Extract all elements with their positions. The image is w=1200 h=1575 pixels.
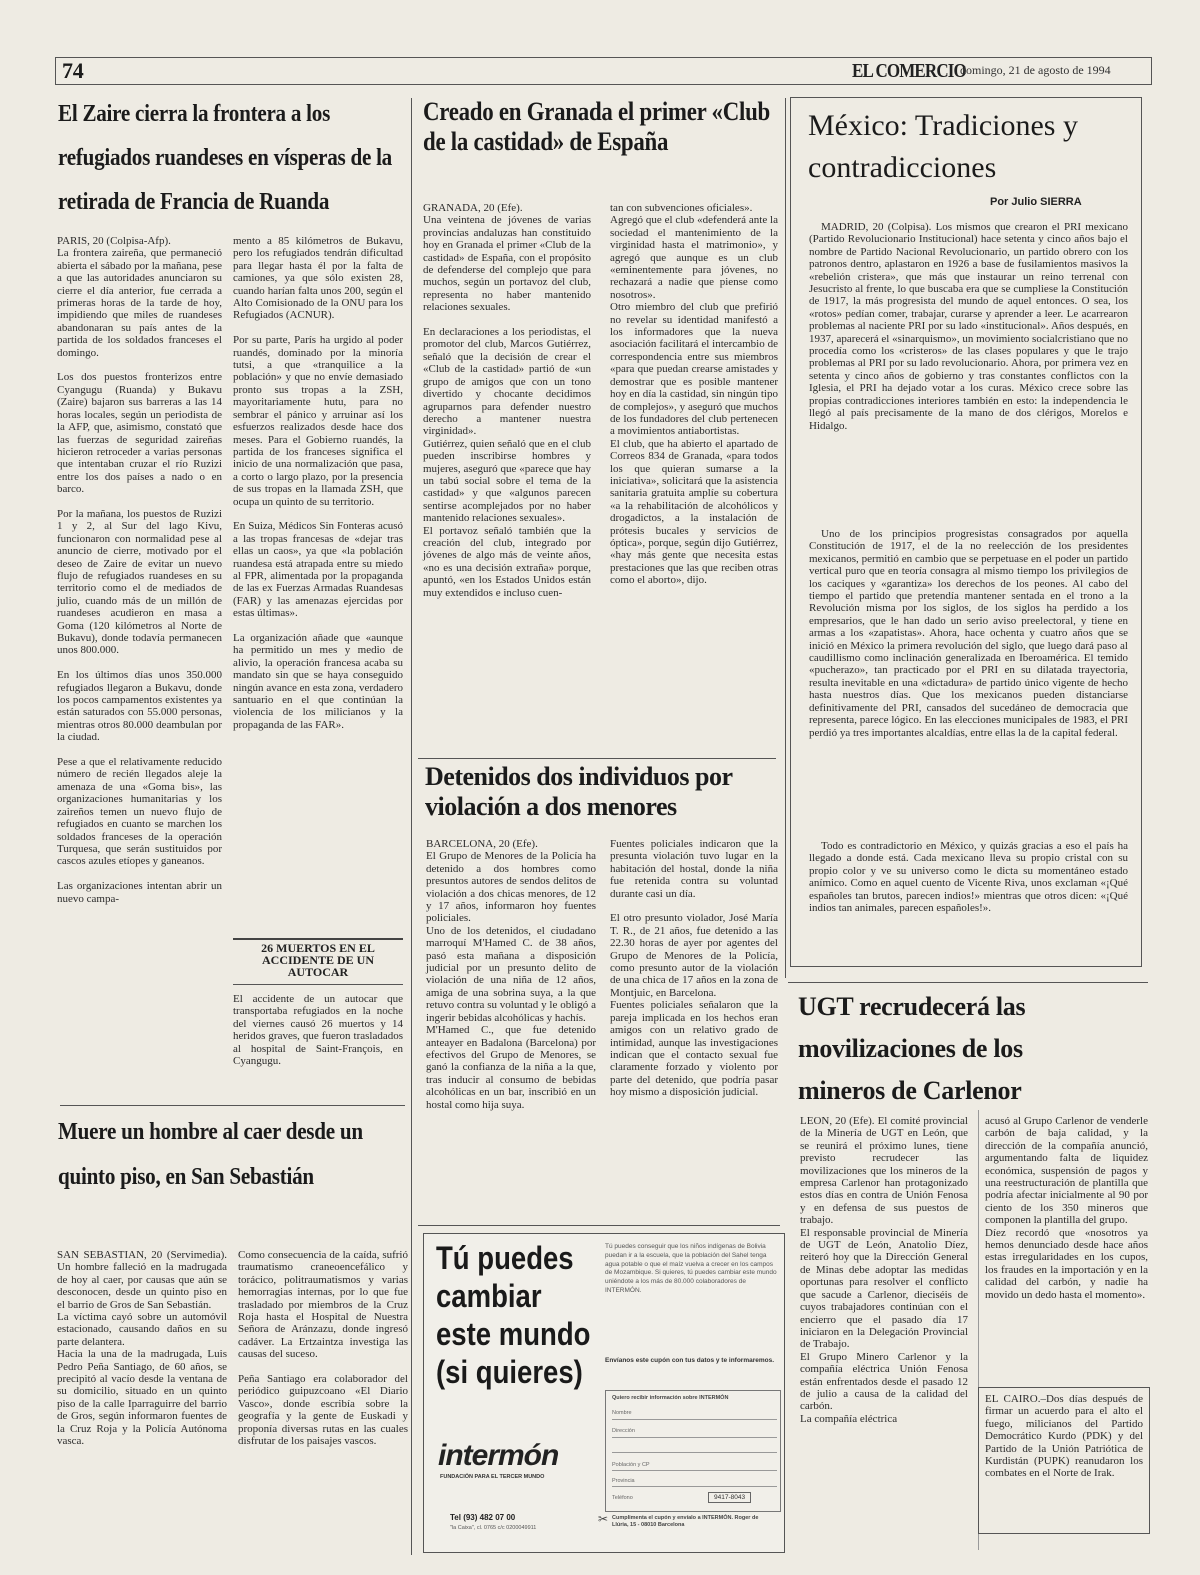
mexico-paragraph-3: Todo es contradictorio en México, y quizás gracias a eso el país ha llegado a donde está. Cada mexicano lleva su propio cristal con su propio color y ve su universo como le dicta su momentáneo estado anímico. Como en aquel cuento de Vicente Riva, unos exclaman «¡Qué españoles tan brutos, parecen indios!» mientras que otros dicen: «¡Qué indios tan animales, parecen españoles!». <box>809 840 1128 915</box>
granada-col2: tan con subvenciones oficiales». Agregó que el club «defenderá ante la sociedad el mantenimiento de la virginidad hasta el matrimonio», y agregó que aunque es un club «eminentemente para jóvenes, no rechazará a nadie que piense como nosotros». Otro miembro del club que prefirió no revelar su identidad manifestó a los informadores que la nueva asociación facilitará el intercambio de correspondencia entre sus miembros «para que puedan crearse amistades y demostrar que es posible mantener hoy en día la castidad, sin ningún tipo de complejos», y aseguró que muchos de los fundadores del club pertenecen a movimientos antiabortistas. El club, que ha abierto el apartado de Correos 834 de Granada, «para todos los que quieran sumarse a la iniciativa», solicitará que la asistencia sanitaria gratuita amplíe su cobertura «a la rehabilitación de alcohólicos y drogadictos, a la instalación de prótesis bucales y servicios de óptica», porque, según dijo Gutiérrez, «hay más gente que necesita estas prestaciones que las que reciben otras como el aborto», dijo. <box>610 202 778 587</box>
form-code: 9417-8043 <box>708 1492 751 1503</box>
ad-slogan-2: cambiar <box>436 1278 542 1314</box>
muere-col2: Como consecuencia de la caída, sufrió traumatismo craneoencefálico y torácico, politraumatismos y varias hemorragias internas, por lo que fue trasladado por miembros de la Cruz Roja hasta el Hospital de Nuestra Señora de Aránzazu, donde ingresó cadáver. La Ertzaintza investiga las causas del suceso. Peña Santiago era colaborador del periódico guipuzcoano «El Diario Vasco», donde escribía sobre la geografía y la gente de Euskadi y proponía diversas rutas en las cuales disfrutar de los paisajes vascos. <box>238 1249 408 1448</box>
mexico-byline: Por Julio SIERRA <box>990 196 1082 208</box>
divider <box>418 758 776 759</box>
form-field-name[interactable] <box>612 1419 777 1420</box>
zaire-headline: El Zaire cierra la frontera a los refugiados ruandeses en vísperas de la retirada de Francia de Ruanda <box>58 101 392 215</box>
detenidos-col1: BARCELONA, 20 (Efe). El Grupo de Menores de la Policía ha detenido a dos hombres como presuntos autores de sendos delitos de violación a dos chicas menores, de 12 y 17 años, informaron hoy fuentes policiales. Uno de los detenidos, el ciudadano marroquí M'Hamed C. de 38 años, pasó esta mañana a disposición judicial por un presunto delito de violación de una niña de 12 años, amiga de una sobrina suya, a la que retuvo contra su voluntad y le obligó a ingerir bebidas alcohólicas y hachís. M'Hamed C., que fue detenido anteayer en Badalona (Barcelona) por efectivos del Grupo de Menores, se ganó la confianza de la niña a la que, tras inducir al consumo de bebidas alcohólicas en un bar, inscribió en un hostal como hija suya. <box>426 838 596 1111</box>
ugt-headline: UGT recrudecerá las movilizaciones de los mineros de Carlenor <box>798 992 1026 1105</box>
form-label-city: Población y CP <box>612 1462 650 1468</box>
divider <box>418 1225 780 1226</box>
ad-account: "la Caixa", cl. 0765 c/c 0200049911 <box>450 1525 537 1531</box>
ad-body-text: Tú puedes conseguir que los niños indígenas de Bolivia puedan ir a la escuela, que la población del Sahel tenga agua potable o que el maíz vuelva a crecer en los campos de Mozambique. Si quieres, tú puedes cambiar este mundo uniéndote a los más de 80.000 colaboradores de INTERMÓN. <box>605 1243 777 1294</box>
zaire-sub-body: El accidente de un autocar que transportaba refugiados en la noche del viernes causó 26 muertos y 14 heridos graves, que fueron trasladados al hospital de Saint-François, en Cyangugu. <box>233 993 403 1068</box>
zaire-col2: mento a 85 kilómetros de Bukavu, pero los refugiados tendrán dificultad para llegar hasta él por la falta de camiones, ya que sólo existen 28, cuando harían falta unos 200, según el Alto Comisionado de la ONU para los Refugiados (ACNUR). Por su parte, París ha urgido al poder ruandés, dominado por la minoría tutsi, a que «tranquilice a la población» y que no envíe demasiado pronto sus tropas a la ZSH, mayoritariamente hutu, para no sembrar el pánico y arruinar así los esfuerzos realizados desde hace dos meses. Para el Gobierno ruandés, la partida de los franceses significa el inicio de una normalización que pasa, a corto o largo plazo, por la presencia de sus tropas en la llamada ZSH, que ocupa un quinto de su territorio. En Suiza, Médicos Sin Fonteras acusó a las tropas francesas de «dejar tras ellas un caos», ya que «la población ruandesa está atrapada entre su miedo al FPR, alimentada por la propaganda de las ex Fuerzas Armadas Ruandesas (FAR) y las amenazas ejercidas por estas últimas». La organización añade que «aunque ha permitido un mes y medio de alivio, la operación francesa acaba su mandato sin que se haya conseguido ningún avance en esta zona, verdadero santuario en el que continúan la violencia de los milicianos y la propaganda de las FAR». <box>233 235 403 731</box>
ad-slogan-3: este mundo <box>436 1316 591 1352</box>
column-rule <box>785 98 786 978</box>
form-field-province[interactable] <box>612 1486 777 1487</box>
mexico-paragraph-1: MADRID, 20 (Colpisa). Los mismos que crearon el PRI mexicano (Partido Revolucionario Institucional) hace setenta y cinco años bajo el nombre de Partido Nacional Revolucionario, un partido obrero con los patronos dentro, aplastaron en 1926 a base de fusilamientos masivos la «rebelión cristera», que más que instaurar un reino terrenal con Jesucristo al frente, lo que buscaba era que se cumpliese la Constitución de 1917, la más progresista del mundo de aquel entonces. O sea, los «rotos» pedían comer, trabajar, curarse y aprender a leer. Le acarrearon problemas al naciente PRI por su lado «institucional». Años después, en 1937, aparecerá el «sinarquismo», un movimiento socialcristiano que no procedía como los «cristeros» de las clases populares y que le trajo problemas al PRI por su lado revolucionario. Ahora, por primera vez en setenta y cinco años de gobierno y tras constantes conflictos con la Iglesia, el PRI ha dejado votar a los curas. México crece sobre las propias contradicciones interiores también en esto: la independencia le llegó al país precisamente de la mano de dos clérigos, Morelos e Hidalgo. <box>809 221 1128 432</box>
ad-slogan-1: Tú puedes <box>436 1240 574 1276</box>
muere-col1: SAN SEBASTIAN, 20 (Servimedia). Un hombre falleció en la madrugada de hoy al caer, por causas que aún se desconocen, desde un quinto piso en el barrio de Gros de San Sebastián. La víctima cayó sobre un automóvil estacionado, causando daños en su parte delantera. Hacia la una de la madrugada, Luis Pedro Peña Santiago, de 60 años, se precipitó al vacío desde la ventana de su domicilio, situado en un quinto piso de la calle Iparraguirre del barrio de Gros, según informaron fuentes de la Cruz Roja y la Policía Autónoma vasca. <box>57 1249 227 1448</box>
zaire-col1: PARIS, 20 (Colpisa-Afp). La frontera zaireña, que permaneció abierta el sábado por la mañana, pese a que las autoridades anunciaron su cierre el día anterior, fue cerrada a primeras horas de la tarde de hoy, impidiendo que miles de ruandeses abandonaran su país antes de la partida de los soldados franceses el domingo. Los dos puestos fronterizos entre Cyangugu (Ruanda) y Bukavu (Zaire) bajaron sus barreras a las 14 horas locales, según un periodista de la AFP, que, asimismo, constató que las fuerzas de seguridad zaireñas hicieron retroceder a varias personas que intentaban cruzar el río Ruzizi entre los dos países a nado o en barco. Por la mañana, los puestos de Ruzizi 1 y 2, al Sur del lago Kivu, funcionaron con normalidad pese al anuncio de cierre, motivado por el deseo de Zaire de evitar un nuevo flujo de refugiados ruandeses en su territorio como el de mediados de julio, cuando más de un millón de ruandeses acudieron en masa a Goma (120 kilómetros al Norte de Bukavu), donde todavía permanecen unos 800.000. En los últimos días unos 350.000 refugiados llegaron a Bukavu, donde los pocos campamentos existentes ya están saturados con 55.000 personas, mientras otros 80.000 deambulan por la ciudad. Pese a que el relativamente reducido número de recién llegados aleje la amenaza de una «Goma bis», las organizaciones humanitarias y los zaireños temen un nuevo flujo de refugiados en cuanto se marchen los soldados franceses de la operación Turquesa, que serán sustituidos por cascos azules etíopes y ganeanos. Las organizaciones intentan abrir un nuevo campa- <box>57 235 222 905</box>
masthead: EL COMERCIO <box>852 60 966 82</box>
ad-slogan-4: (si quieres) <box>436 1354 583 1390</box>
detenidos-headline: Detenidos dos individuos por violación a dos menores <box>425 762 733 821</box>
intermon-logo: intermón <box>438 1439 559 1472</box>
coupon-title: Quiero recibir información sobre INTERMÓN <box>612 1395 729 1401</box>
divider <box>788 982 1148 983</box>
form-label-province: Provincia <box>612 1478 635 1484</box>
form-label-name: Nombre <box>612 1410 632 1416</box>
granada-col1: GRANADA, 20 (Efe). Una veintena de jóvenes de varias provincias andaluzas han constituido hoy en Granada el primer «Club de la castidad» de España, con el propósito de defenderse del complejo que para muchos, según un portavoz del club, representa no haber mantenido relaciones sexuales. En declaraciones a los periodistas, el promotor del club, Marcos Gutiérrez, señaló que la decisión de crear el «Club de la castidad» partió de «un grupo de amigos que con un tono divertido y chocante decidimos agruparnos para defender nuestro derecho a mantener nuestra virginidad». Gutiérrez, quien señaló que en el club pueden inscribirse hombres y mujeres, aseguró que «parece que hay un tabú social sobre el tema de la castidad» y que «algunos parecen sentirse acomplejados por no haber mantenido relaciones sexuales». El portavoz señaló también que la creación del club, integrado por jóvenes de algo más de veinte años, «no es una decisión extraña» porque, apuntó, «en los Estados Unidos están muy extendidos e incluso cuen- <box>423 202 591 599</box>
ad-bold-text: Envíanos este cupón con tus datos y te informaremos. <box>605 1357 775 1364</box>
page-number: 74 <box>62 58 84 83</box>
ugt-col2: acusó al Grupo Carlenor de venderle carbón de baja calidad, y la dirección de la compañía anunció, argumentando falta de liquidez económica, suspensión de pagos y una reestructuración de plantilla que podría afectar inicialmente al 90 por ciento de los 350 mineros que componen la plantilla del grupo. Díez recordó que «nosotros ya hemos denunciado desde hace años estas irregularidades en los cupos, los fraudes en la importación y en la calidad del carbón, y nadie ha movido un dedo hasta el momento». <box>985 1115 1148 1301</box>
coupon-form <box>605 1390 781 1512</box>
cairo-brief: EL CAIRO.–Dos días después de firmar un acuerdo para el alto el fuego, milicianos del Partido Democrático Kurdo (PDK) y del Partido de la Unión Patriótica de Kurdistán (PUPK) reanudaron los combates en el Norte de Irak. <box>985 1393 1143 1480</box>
form-field-address-2[interactable] <box>612 1452 777 1453</box>
form-field-city[interactable] <box>612 1470 777 1471</box>
muere-headline: Muere un hombre al caer desde un quinto piso, en San Sebastián <box>58 1119 363 1190</box>
form-field-address[interactable] <box>612 1437 777 1438</box>
detenidos-col2: Fuentes policiales indicaron que la presunta violación tuvo lugar en la habitación del hostal, donde la niña fue retenida contra su voluntad durante casi un día. El otro presunto violador, José María T. R., de 21 años, fue detenido a las 22.30 horas de ayer por agentes del Grupo de Menores de la Policía, como presunto autor de la violación de una chica de 17 años en la zona de Montjuic, en Barcelona. Fuentes policiales señalaron que la pareja implicada en los hechos eran amigos con un relativo grado de intimidad, aunque las investigaciones indican que el contacto sexual fue claramente forzado y violento por parte del detenido, que podría pasar hoy mismo a disposición judicial. <box>610 838 778 1099</box>
ad-mail-instructions: Cumplimenta el cupón y envíalo a INTERMÓN. Roger de Llúria, 15 - 08010 Barcelona <box>612 1515 759 1528</box>
ad-telephone: Tel (93) 482 07 00 <box>450 1513 516 1522</box>
granada-headline: Creado en Granada el primer «Club de la castidad» de España <box>423 97 770 156</box>
ugt-col1: LEON, 20 (Efe). El comité provincial de la Minería de UGT en León, que se reunirá el próximo lunes, tiene previsto recrudecer las movilizaciones que los mineros de la empresa Carlenor han protagonizado estos días en contra de Unión Fenosa y en defensa de sus puestos de trabajo. El responsable provincial de Minería de UGT de León, Anatolio Díez, reiteró hoy que la Dirección General de Minas debe adoptar las medidas oportunas para resolver el conflicto que sacude a Carlenor, dieciséis de cuyos trabajadores continúan con el encierro que el pasado día 17 iniciaron en la Delegación Provincial de Trabajo. El Grupo Minero Carlenor y la compañía eléctrica Unión Fenosa están enfrentados desde el pasado 12 de julio a causa de la calidad del carbón. La compañía eléctrica <box>800 1115 968 1425</box>
mexico-headline: México: Tradiciones y contradicciones <box>808 109 1078 184</box>
form-label-address: Dirección <box>612 1428 635 1434</box>
intermon-logo-subtitle: FUNDACIÓN PARA EL TERCER MUNDO <box>440 1474 545 1480</box>
column-rule <box>411 98 412 1555</box>
form-label-phone: Teléfono <box>612 1495 633 1501</box>
divider <box>60 1105 405 1106</box>
zaire-subheading: 26 MUERTOS EN EL ACCIDENTE DE UN AUTOCAR <box>261 941 375 979</box>
scissors-icon: ✂ <box>598 1512 609 1526</box>
header-date: domingo, 21 de agosto de 1994 <box>960 63 1111 77</box>
mexico-paragraph-2: Uno de los principios progresistas consagrados por aquella Constitución de 1917, el de la no reelección de los presidentes mexicanos, permitió en cambio que se perpetuase en el poder un partido vertical puro que en teoría consagra al mismo tiempo los privilegios de los caciques y «garantiza» los derechos de los peones. Al cabo del tiempo el partido que pretendía mantener sentada en el trono a la Revolución misma por los siglos, de los siglos ha perdido a los empresarios, que le han dado un serio aviso preelectoral, y tiene en armas a los «zapatistas». Ahora, hace ochenta y cuatro años que se inició en México la primera revolución del siglo, que luego dará paso al caudillismo como inclinación generalizada en Iberoamérica. El temido «pucherazo», tan practicado por el PRI en su dilatada trayectoria, resulta inevitable en una «dictadura» de partido único vigente de hecho hasta nuestros días. Que los mexicanos pueden distanciarse definitivamente del PRI, cansados del sucedáneo de democracia que representa, parece lógico. En las elecciones municipales de 1983, el PRI perdió ya tres importantes alcaldías, entre ellas la de la capital federal. <box>809 528 1128 739</box>
